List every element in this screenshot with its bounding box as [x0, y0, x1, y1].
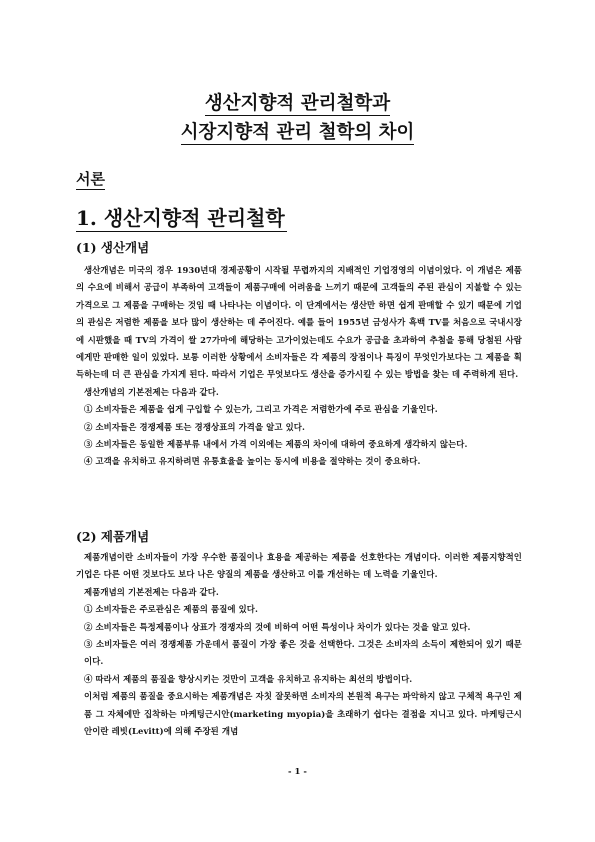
subsection2-premise-1: ① 소비자들은 주로관심은 제품의 품질에 있다. — [84, 604, 258, 615]
subsection2-closing: 이처럼 제품의 품질을 중요시하는 제품개념은 자칫 잘못하면 소비자의 본원적 욕구는 파악하지 않고 구체적 욕구인 제품 그 자체에만 집착하는 마케팅근시안(marketing myopia)을 초래하기 쉽다는 결점을 지니고 있다. 마케팅근시안이란 레빗(Levitt)에 의해 주장된 개념 — [84, 691, 522, 737]
page-number: - 1 - — [288, 767, 307, 777]
subsection1-paragraph: 생산개념은 미국의 경우 1930년대 경제공황이 시작될 무렵까지의 지배적인 기업경영의 이념이었다. 이 개념은 제품의 수요에 비해서 공급이 부족하여 고객들이 제품구매에 어려움을 느끼기 때문에 고객들의 주된 관심이 지불할 수 있는 가격으로 그 제품을 구매하는 것임 때 나타나는 이념이다. 이 단계에서는 생산만 하면 쉽게 판매할 수 있기 때문에 기업의 관심은 저렴한 제품을 보다 많이 생산하는 데 주어진다. 예를 들어 1955년 금성사가 흑백 TV를 처음으로 국내시장에 시판했을 때 TV의 가격이 쌀 27가마에 해당하는 고가이었는데도 수요가 공급을 초과하여 추첨을 통해 당첨된 사람에게만 판매한 일이 있었다. 보통 이러한 상황에서 소비자들은 각 제품의 장점이나 특징이 무엇인가보다는 그 제품을 획득하는데 더 큰 관심을 가지게 된다. 따라서 기업은 무엇보다도 생산을 증가시킬 수 있는 방법을 찾는 데 주력하게 된다. — [76, 265, 522, 380]
subsection2-premise-2: ② 소비자들은 특정제품이나 상표가 경쟁자의 것에 비하여 어떤 특성이나 차이가 있다는 것을 알고 있다. — [84, 621, 471, 632]
title-line-1: 생산지향적 관리철학과 — [204, 93, 391, 114]
subsection1-premise-3: ③ 소비자들은 동일한 제품부류 내에서 가격 이외에는 제품의 차이에 대하여 중요하게 생각하지 않는다. — [84, 439, 468, 450]
subsection2-heading: (2) 제품개념 — [76, 529, 150, 544]
subsection1-premise-4: ④ 고객을 유치하고 유지하려면 유통효율을 높이는 동시에 비용을 절약하는 것이 중요하다. — [84, 456, 421, 467]
subsection1-premise-intro: 생산개념의 기본전제는 다음과 같다. — [84, 386, 219, 397]
subsection1-heading: (1) 생산개념 — [76, 240, 150, 255]
subsection2-premise-3: ③ 소비자들은 여러 경쟁제품 가운데서 품질이 가장 좋은 것을 선택한다. 그것은 소비자의 소득이 제한되어 있기 때문이다. — [84, 639, 522, 667]
subsection2-premise-4: ④ 따라서 제품의 품질을 향상시키는 것만이 고객을 유치하고 유지하는 최선의 방법이다. — [84, 673, 413, 684]
subsection1-body — [76, 262, 522, 471]
intro-heading: 서론 — [76, 170, 105, 188]
title-line-2: 시장지향적 관리 철학의 차이 — [180, 122, 415, 143]
subsection2-paragraph: 제품개념이란 소비자들이 가장 우수한 품질이나 효용을 제공하는 제품을 선호한다는 개념이다. 이러한 제품지향적인 기업은 다른 어떤 것보다도 보다 나은 양질의 제품을 생산하고 이를 개선하는 데 노력을 기울인다. — [76, 552, 522, 580]
subsection1-premise-2: ② 소비자들은 경쟁제품 또는 경쟁상표의 가격을 알고 있다. — [84, 421, 305, 432]
subsection1-premise-1: ① 소비자들은 제품을 쉽게 구입할 수 있는가, 그리고 가격은 저렴한가에 주로 관심을 기울인다. — [84, 404, 438, 415]
section1-heading: 1. 생산지향적 관리철학 — [76, 206, 285, 230]
subsection2-body — [76, 549, 522, 740]
subsection2-premise-intro: 제품개념의 기본전제는 다음과 같다. — [84, 586, 219, 597]
